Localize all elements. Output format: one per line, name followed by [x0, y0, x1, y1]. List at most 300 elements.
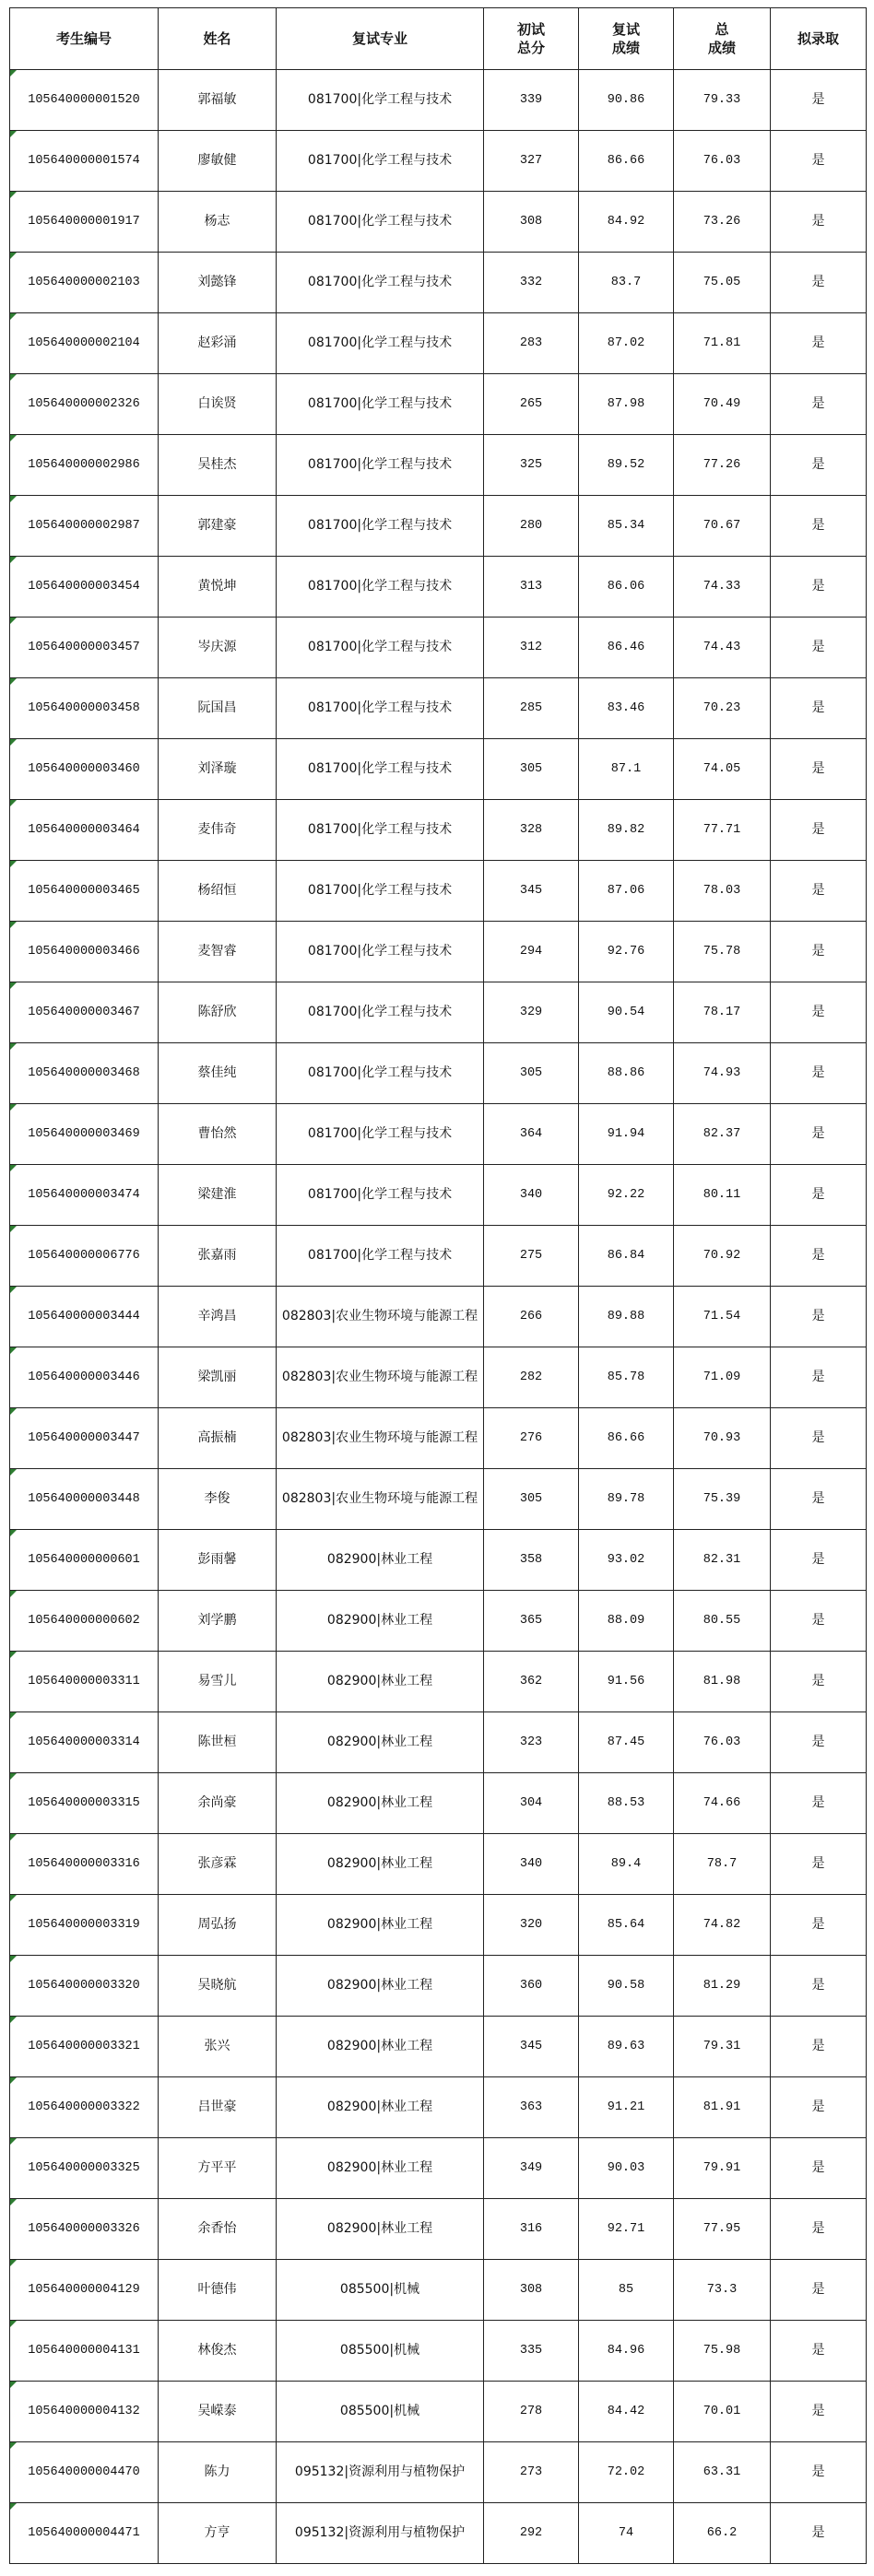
cell-name: 李俊	[159, 1469, 277, 1530]
cell-candidate-id: 105640000003448	[10, 1469, 159, 1530]
cell-candidate-id: 105640000004132	[10, 2382, 159, 2442]
cell-admission: 是	[771, 313, 867, 374]
table-row	[10, 2382, 867, 2442]
cell-name: 叶德伟	[159, 2260, 277, 2321]
table-row	[10, 2199, 867, 2260]
cell-total-score: 71.54	[674, 1287, 771, 1347]
cell-retest-major: 081700|化学工程与技术	[277, 557, 484, 618]
cell-retest-major: 081700|化学工程与技术	[277, 70, 484, 131]
cell-admission: 是	[771, 557, 867, 618]
cell-total-score: 73.3	[674, 2260, 771, 2321]
cell-admission: 是	[771, 1165, 867, 1226]
cell-retest-score: 90.58	[579, 1956, 674, 2017]
cell-name: 彭雨馨	[159, 1530, 277, 1591]
cell-name: 杨志	[159, 192, 277, 253]
cell-retest-major: 082900|林业工程	[277, 1530, 484, 1591]
table-row	[10, 861, 867, 922]
table-row	[10, 1287, 867, 1347]
cell-total-score: 77.95	[674, 2199, 771, 2260]
cell-initial-total: 283	[484, 313, 579, 374]
cell-candidate-id: 105640000003447	[10, 1408, 159, 1469]
cell-name: 廖敏健	[159, 131, 277, 192]
cell-initial-total: 308	[484, 2260, 579, 2321]
cell-candidate-id: 105640000003466	[10, 922, 159, 982]
cell-admission: 是	[771, 435, 867, 496]
table-row	[10, 1591, 867, 1652]
cell-name: 白诶贤	[159, 374, 277, 435]
cell-name: 吕世豪	[159, 2077, 277, 2138]
cell-name: 吴晓航	[159, 1956, 277, 2017]
table-row	[10, 1956, 867, 2017]
cell-candidate-id: 105640000003311	[10, 1652, 159, 1712]
cell-candidate-id: 105640000002104	[10, 313, 159, 374]
cell-admission: 是	[771, 2138, 867, 2199]
cell-total-score: 81.29	[674, 1956, 771, 2017]
cell-retest-score: 89.52	[579, 435, 674, 496]
cell-retest-score: 92.71	[579, 2199, 674, 2260]
cell-candidate-id: 105640000001574	[10, 131, 159, 192]
cell-candidate-id: 105640000002987	[10, 496, 159, 557]
cell-candidate-id: 105640000003454	[10, 557, 159, 618]
cell-total-score: 70.01	[674, 2382, 771, 2442]
cell-total-score: 75.98	[674, 2321, 771, 2382]
header-row	[10, 8, 867, 70]
cell-retest-score: 92.22	[579, 1165, 674, 1226]
cell-name: 蔡佳纯	[159, 1043, 277, 1104]
cell-admission: 是	[771, 1408, 867, 1469]
header-candidate-id: 考生编号	[10, 8, 159, 70]
cell-retest-major: 081700|化学工程与技术	[277, 496, 484, 557]
cell-initial-total: 282	[484, 1347, 579, 1408]
cell-total-score: 80.55	[674, 1591, 771, 1652]
table-row	[10, 557, 867, 618]
cell-retest-score: 91.94	[579, 1104, 674, 1165]
cell-retest-score: 86.06	[579, 557, 674, 618]
cell-retest-major: 081700|化学工程与技术	[277, 253, 484, 313]
cell-name: 陈世桓	[159, 1712, 277, 1773]
cell-candidate-id: 105640000004129	[10, 2260, 159, 2321]
cell-candidate-id: 105640000004471	[10, 2503, 159, 2564]
cell-candidate-id: 105640000003446	[10, 1347, 159, 1408]
cell-retest-major: 081700|化学工程与技术	[277, 1043, 484, 1104]
cell-total-score: 75.39	[674, 1469, 771, 1530]
cell-retest-major: 095132|资源利用与植物保护	[277, 2442, 484, 2503]
table-row	[10, 2077, 867, 2138]
cell-retest-score: 89.63	[579, 2017, 674, 2077]
cell-initial-total: 266	[484, 1287, 579, 1347]
cell-name: 张彦霖	[159, 1834, 277, 1895]
cell-retest-major: 082900|林业工程	[277, 2199, 484, 2260]
cell-initial-total: 360	[484, 1956, 579, 2017]
cell-total-score: 74.43	[674, 618, 771, 678]
cell-total-score: 74.93	[674, 1043, 771, 1104]
cell-retest-major: 081700|化学工程与技术	[277, 1165, 484, 1226]
cell-candidate-id: 105640000001520	[10, 70, 159, 131]
table-row	[10, 2503, 867, 2564]
cell-name: 辛鸿昌	[159, 1287, 277, 1347]
table-row	[10, 2138, 867, 2199]
cell-name: 张嘉雨	[159, 1226, 277, 1287]
cell-name: 林俊杰	[159, 2321, 277, 2382]
cell-name: 曹怡然	[159, 1104, 277, 1165]
cell-name: 麦智睿	[159, 922, 277, 982]
cell-retest-major: 085500|机械	[277, 2382, 484, 2442]
table-row	[10, 982, 867, 1043]
cell-admission: 是	[771, 2321, 867, 2382]
cell-retest-score: 87.02	[579, 313, 674, 374]
table-row	[10, 192, 867, 253]
cell-initial-total: 285	[484, 678, 579, 739]
cell-name: 刘学鹏	[159, 1591, 277, 1652]
cell-retest-major: 081700|化学工程与技术	[277, 131, 484, 192]
cell-initial-total: 304	[484, 1773, 579, 1834]
cell-total-score: 79.31	[674, 2017, 771, 2077]
cell-initial-total: 349	[484, 2138, 579, 2199]
cell-retest-major: 081700|化学工程与技术	[277, 618, 484, 678]
cell-retest-major: 081700|化学工程与技术	[277, 800, 484, 861]
cell-admission: 是	[771, 1712, 867, 1773]
cell-retest-score: 74	[579, 2503, 674, 2564]
cell-initial-total: 365	[484, 1591, 579, 1652]
cell-candidate-id: 105640000002986	[10, 435, 159, 496]
cell-retest-major: 082900|林业工程	[277, 1712, 484, 1773]
cell-name: 方平平	[159, 2138, 277, 2199]
table-row	[10, 313, 867, 374]
cell-retest-major: 081700|化学工程与技术	[277, 678, 484, 739]
cell-retest-score: 89.4	[579, 1834, 674, 1895]
cell-initial-total: 358	[484, 1530, 579, 1591]
cell-initial-total: 345	[484, 2017, 579, 2077]
cell-candidate-id: 105640000000602	[10, 1591, 159, 1652]
cell-retest-score: 84.96	[579, 2321, 674, 2382]
cell-retest-major: 082900|林业工程	[277, 1834, 484, 1895]
cell-initial-total: 325	[484, 435, 579, 496]
cell-admission: 是	[771, 2199, 867, 2260]
cell-initial-total: 332	[484, 253, 579, 313]
cell-name: 陈力	[159, 2442, 277, 2503]
cell-name: 杨绍恒	[159, 861, 277, 922]
cell-total-score: 70.49	[674, 374, 771, 435]
cell-retest-score: 86.84	[579, 1226, 674, 1287]
cell-total-score: 71.09	[674, 1347, 771, 1408]
cell-initial-total: 313	[484, 557, 579, 618]
cell-total-score: 75.05	[674, 253, 771, 313]
cell-retest-score: 85.64	[579, 1895, 674, 1956]
table-row	[10, 253, 867, 313]
cell-name: 岑庆源	[159, 618, 277, 678]
cell-name: 郭建豪	[159, 496, 277, 557]
cell-candidate-id: 105640000003316	[10, 1834, 159, 1895]
cell-admission: 是	[771, 1895, 867, 1956]
cell-initial-total: 327	[484, 131, 579, 192]
cell-initial-total: 316	[484, 2199, 579, 2260]
cell-admission: 是	[771, 2503, 867, 2564]
cell-total-score: 79.33	[674, 70, 771, 131]
cell-candidate-id: 105640000003326	[10, 2199, 159, 2260]
table-row	[10, 2321, 867, 2382]
cell-name: 方亨	[159, 2503, 277, 2564]
cell-admission: 是	[771, 253, 867, 313]
cell-retest-score: 84.42	[579, 2382, 674, 2442]
cell-retest-major: 082900|林业工程	[277, 1591, 484, 1652]
cell-name: 余香怡	[159, 2199, 277, 2260]
cell-retest-major: 085500|机械	[277, 2260, 484, 2321]
table-row	[10, 1165, 867, 1226]
cell-retest-score: 92.76	[579, 922, 674, 982]
cell-admission: 是	[771, 922, 867, 982]
table-row	[10, 1530, 867, 1591]
cell-retest-major: 082900|林业工程	[277, 1773, 484, 1834]
cell-total-score: 74.33	[674, 557, 771, 618]
header-admission: 拟录取	[771, 8, 867, 70]
cell-initial-total: 362	[484, 1652, 579, 1712]
cell-total-score: 78.17	[674, 982, 771, 1043]
cell-initial-total: 292	[484, 2503, 579, 2564]
cell-initial-total: 294	[484, 922, 579, 982]
cell-name: 梁建淮	[159, 1165, 277, 1226]
cell-admission: 是	[771, 1104, 867, 1165]
cell-candidate-id: 105640000003322	[10, 2077, 159, 2138]
cell-candidate-id: 105640000003314	[10, 1712, 159, 1773]
cell-initial-total: 335	[484, 2321, 579, 2382]
cell-name: 赵彩涌	[159, 313, 277, 374]
cell-admission: 是	[771, 678, 867, 739]
table-row	[10, 1652, 867, 1712]
cell-initial-total: 305	[484, 1469, 579, 1530]
cell-name: 刘泽璇	[159, 739, 277, 800]
header-name: 姓名	[159, 8, 277, 70]
cell-retest-major: 081700|化学工程与技术	[277, 1104, 484, 1165]
admission-table	[9, 7, 867, 2564]
cell-retest-score: 87.98	[579, 374, 674, 435]
cell-name: 高振楠	[159, 1408, 277, 1469]
cell-retest-major: 082900|林业工程	[277, 1895, 484, 1956]
cell-retest-score: 93.02	[579, 1530, 674, 1591]
cell-name: 麦伟奇	[159, 800, 277, 861]
cell-candidate-id: 105640000003464	[10, 800, 159, 861]
cell-candidate-id: 105640000003315	[10, 1773, 159, 1834]
cell-retest-major: 082900|林业工程	[277, 2077, 484, 2138]
cell-retest-score: 83.46	[579, 678, 674, 739]
cell-total-score: 77.71	[674, 800, 771, 861]
cell-total-score: 71.81	[674, 313, 771, 374]
cell-initial-total: 275	[484, 1226, 579, 1287]
cell-admission: 是	[771, 1591, 867, 1652]
cell-total-score: 70.92	[674, 1226, 771, 1287]
cell-total-score: 73.26	[674, 192, 771, 253]
cell-retest-major: 082900|林业工程	[277, 2138, 484, 2199]
cell-retest-score: 85	[579, 2260, 674, 2321]
cell-name: 梁凯丽	[159, 1347, 277, 1408]
cell-name: 周弘扬	[159, 1895, 277, 1956]
cell-retest-score: 90.54	[579, 982, 674, 1043]
table-row	[10, 739, 867, 800]
cell-initial-total: 340	[484, 1834, 579, 1895]
cell-initial-total: 340	[484, 1165, 579, 1226]
cell-candidate-id: 105640000003325	[10, 2138, 159, 2199]
cell-admission: 是	[771, 1226, 867, 1287]
cell-retest-score: 86.66	[579, 131, 674, 192]
cell-retest-score: 88.86	[579, 1043, 674, 1104]
cell-total-score: 78.03	[674, 861, 771, 922]
cell-candidate-id: 105640000003467	[10, 982, 159, 1043]
header-retest-score: 复试 成绩	[579, 8, 674, 70]
table-row	[10, 800, 867, 861]
cell-admission: 是	[771, 1530, 867, 1591]
table-row	[10, 131, 867, 192]
cell-total-score: 76.03	[674, 131, 771, 192]
cell-retest-score: 86.46	[579, 618, 674, 678]
cell-name: 陈舒欣	[159, 982, 277, 1043]
cell-total-score: 74.05	[674, 739, 771, 800]
cell-admission: 是	[771, 618, 867, 678]
table-row	[10, 1469, 867, 1530]
cell-name: 吴嵘泰	[159, 2382, 277, 2442]
table-row	[10, 678, 867, 739]
cell-retest-score: 85.78	[579, 1347, 674, 1408]
cell-name: 刘懿锋	[159, 253, 277, 313]
cell-initial-total: 345	[484, 861, 579, 922]
cell-total-score: 76.03	[674, 1712, 771, 1773]
table-row	[10, 70, 867, 131]
header-initial-total: 初试 总分	[484, 8, 579, 70]
cell-admission: 是	[771, 739, 867, 800]
table-row	[10, 1347, 867, 1408]
cell-total-score: 74.66	[674, 1773, 771, 1834]
cell-initial-total: 320	[484, 1895, 579, 1956]
cell-admission: 是	[771, 1347, 867, 1408]
cell-candidate-id: 105640000003465	[10, 861, 159, 922]
cell-initial-total: 329	[484, 982, 579, 1043]
cell-retest-major: 081700|化学工程与技术	[277, 192, 484, 253]
cell-admission: 是	[771, 1652, 867, 1712]
cell-name: 阮国昌	[159, 678, 277, 739]
cell-name: 吴桂杰	[159, 435, 277, 496]
table-row	[10, 618, 867, 678]
cell-candidate-id: 105640000003444	[10, 1287, 159, 1347]
cell-name: 郭福敏	[159, 70, 277, 131]
cell-retest-major: 081700|化学工程与技术	[277, 435, 484, 496]
table-row	[10, 922, 867, 982]
cell-retest-score: 89.82	[579, 800, 674, 861]
cell-admission: 是	[771, 131, 867, 192]
cell-candidate-id: 105640000003457	[10, 618, 159, 678]
cell-total-score: 82.37	[674, 1104, 771, 1165]
cell-admission: 是	[771, 800, 867, 861]
cell-admission: 是	[771, 982, 867, 1043]
cell-retest-major: 082900|林业工程	[277, 2017, 484, 2077]
cell-retest-score: 87.1	[579, 739, 674, 800]
cell-retest-major: 082900|林业工程	[277, 1956, 484, 2017]
cell-candidate-id: 105640000003469	[10, 1104, 159, 1165]
cell-retest-major: 081700|化学工程与技术	[277, 739, 484, 800]
cell-retest-score: 90.86	[579, 70, 674, 131]
table-row	[10, 1834, 867, 1895]
cell-retest-score: 85.34	[579, 496, 674, 557]
cell-retest-major: 095132|资源利用与植物保护	[277, 2503, 484, 2564]
cell-admission: 是	[771, 2382, 867, 2442]
cell-total-score: 80.11	[674, 1165, 771, 1226]
table-row	[10, 2442, 867, 2503]
cell-admission: 是	[771, 1469, 867, 1530]
table-row	[10, 2017, 867, 2077]
cell-total-score: 74.82	[674, 1895, 771, 1956]
cell-candidate-id: 105640000003321	[10, 2017, 159, 2077]
cell-total-score: 77.26	[674, 435, 771, 496]
table-row	[10, 1408, 867, 1469]
table-row	[10, 1104, 867, 1165]
cell-candidate-id: 105640000002326	[10, 374, 159, 435]
cell-candidate-id: 105640000003458	[10, 678, 159, 739]
cell-total-score: 66.2	[674, 2503, 771, 2564]
cell-initial-total: 363	[484, 2077, 579, 2138]
cell-total-score: 81.98	[674, 1652, 771, 1712]
cell-candidate-id: 105640000003468	[10, 1043, 159, 1104]
table-row	[10, 1226, 867, 1287]
cell-retest-score: 87.45	[579, 1712, 674, 1773]
cell-initial-total: 278	[484, 2382, 579, 2442]
cell-total-score: 70.93	[674, 1408, 771, 1469]
cell-admission: 是	[771, 1773, 867, 1834]
cell-name: 余尚豪	[159, 1773, 277, 1834]
table-row	[10, 1895, 867, 1956]
cell-retest-score: 91.21	[579, 2077, 674, 2138]
cell-retest-score: 89.88	[579, 1287, 674, 1347]
cell-name: 易雪儿	[159, 1652, 277, 1712]
cell-initial-total: 339	[484, 70, 579, 131]
cell-admission: 是	[771, 861, 867, 922]
cell-total-score: 79.91	[674, 2138, 771, 2199]
cell-initial-total: 280	[484, 496, 579, 557]
cell-total-score: 81.91	[674, 2077, 771, 2138]
cell-candidate-id: 105640000006776	[10, 1226, 159, 1287]
header-retest-major: 复试专业	[277, 8, 484, 70]
cell-retest-major: 085500|机械	[277, 2321, 484, 2382]
cell-initial-total: 305	[484, 739, 579, 800]
cell-candidate-id: 105640000003474	[10, 1165, 159, 1226]
cell-candidate-id: 105640000001917	[10, 192, 159, 253]
table-row	[10, 1043, 867, 1104]
cell-retest-score: 88.53	[579, 1773, 674, 1834]
cell-total-score: 78.7	[674, 1834, 771, 1895]
cell-total-score: 75.78	[674, 922, 771, 982]
cell-retest-score: 72.02	[579, 2442, 674, 2503]
cell-initial-total: 276	[484, 1408, 579, 1469]
cell-admission: 是	[771, 374, 867, 435]
cell-retest-major: 081700|化学工程与技术	[277, 313, 484, 374]
cell-total-score: 70.67	[674, 496, 771, 557]
cell-candidate-id: 105640000003460	[10, 739, 159, 800]
cell-admission: 是	[771, 1956, 867, 2017]
cell-candidate-id: 105640000004470	[10, 2442, 159, 2503]
table-row	[10, 1773, 867, 1834]
cell-initial-total: 312	[484, 618, 579, 678]
cell-retest-major: 081700|化学工程与技术	[277, 861, 484, 922]
cell-retest-major: 081700|化学工程与技术	[277, 922, 484, 982]
cell-total-score: 82.31	[674, 1530, 771, 1591]
cell-admission: 是	[771, 2017, 867, 2077]
cell-admission: 是	[771, 2442, 867, 2503]
cell-retest-major: 082900|林业工程	[277, 1652, 484, 1712]
cell-retest-score: 86.66	[579, 1408, 674, 1469]
cell-name: 黄悦坤	[159, 557, 277, 618]
cell-initial-total: 265	[484, 374, 579, 435]
table-row	[10, 2260, 867, 2321]
cell-admission: 是	[771, 1834, 867, 1895]
header-total-score: 总 成绩	[674, 8, 771, 70]
cell-retest-score: 83.7	[579, 253, 674, 313]
cell-initial-total: 364	[484, 1104, 579, 1165]
